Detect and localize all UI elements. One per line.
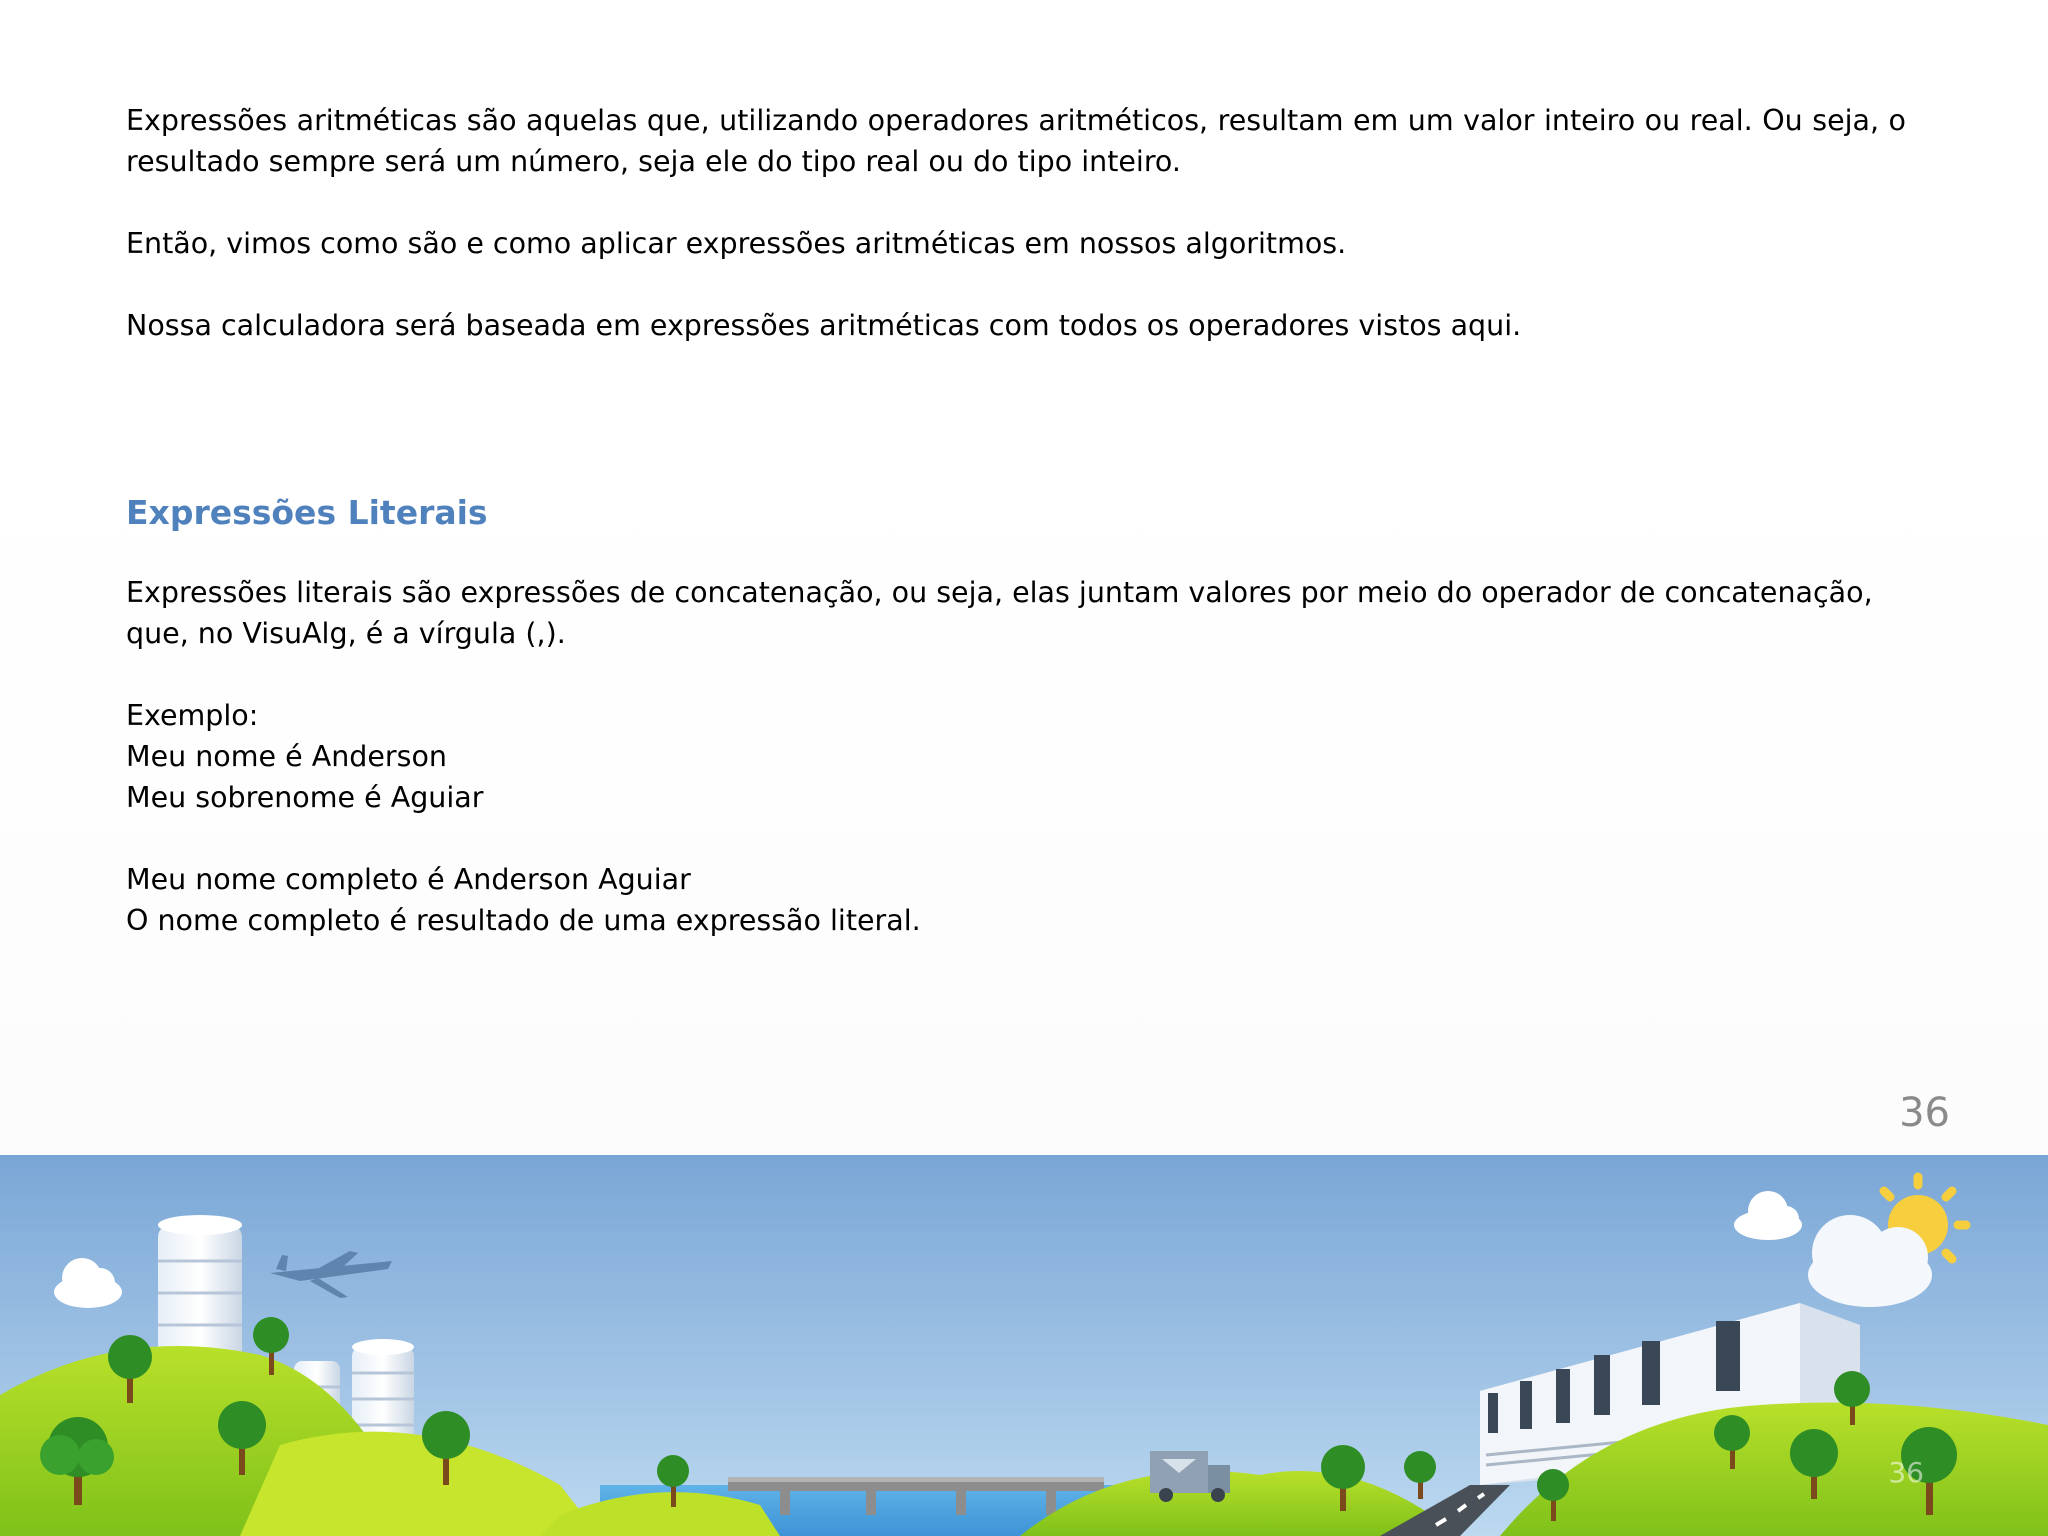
landscape-illustration	[0, 1155, 2048, 1536]
paragraph-literal-definition: Expressões literais são expressões de concatenação, ou seja, elas juntam valores por meio do operador de concatenação, que, no VisuAlg, é a vírgula (,).	[126, 576, 1873, 650]
document-content	[126, 100, 1906, 941]
example-label: Exemplo:	[126, 699, 259, 732]
result-line-fullname: Meu nome completo é Anderson Aguiar	[126, 863, 691, 896]
example-line-surname: Meu sobrenome é Aguiar	[126, 781, 484, 814]
spacer	[126, 449, 1906, 490]
paragraph-calculator-note: Nossa calculadora será baseada em expressões aritméticas com todos os operadores vistos aqui.	[126, 309, 1522, 342]
example-line-name: Meu nome é Anderson	[126, 740, 447, 773]
spacer	[126, 182, 1906, 223]
spacer	[126, 346, 1906, 449]
footer-illustration	[0, 1155, 2048, 1536]
result-line-explanation: O nome completo é resultado de uma expressão literal.	[126, 904, 921, 937]
section-heading: Expressões Literais	[126, 493, 488, 532]
spacer	[126, 264, 1906, 305]
paragraph-arithmetic-definition: Expressões aritméticas são aquelas que, utilizando operadores aritméticos, resultam em um valor inteiro ou real. Ou seja, o resultado sempre será um número, seja ele do tipo real ou do tipo inteiro.	[126, 104, 1906, 178]
paragraph-summary: Então, vimos como são e como aplicar expressões aritméticas em nossos algoritmos.	[126, 227, 1347, 260]
scene-page-number: 36	[1888, 1456, 1924, 1489]
spacer	[126, 818, 1906, 859]
page-number: 36	[1899, 1090, 1950, 1136]
spacer	[126, 654, 1906, 695]
